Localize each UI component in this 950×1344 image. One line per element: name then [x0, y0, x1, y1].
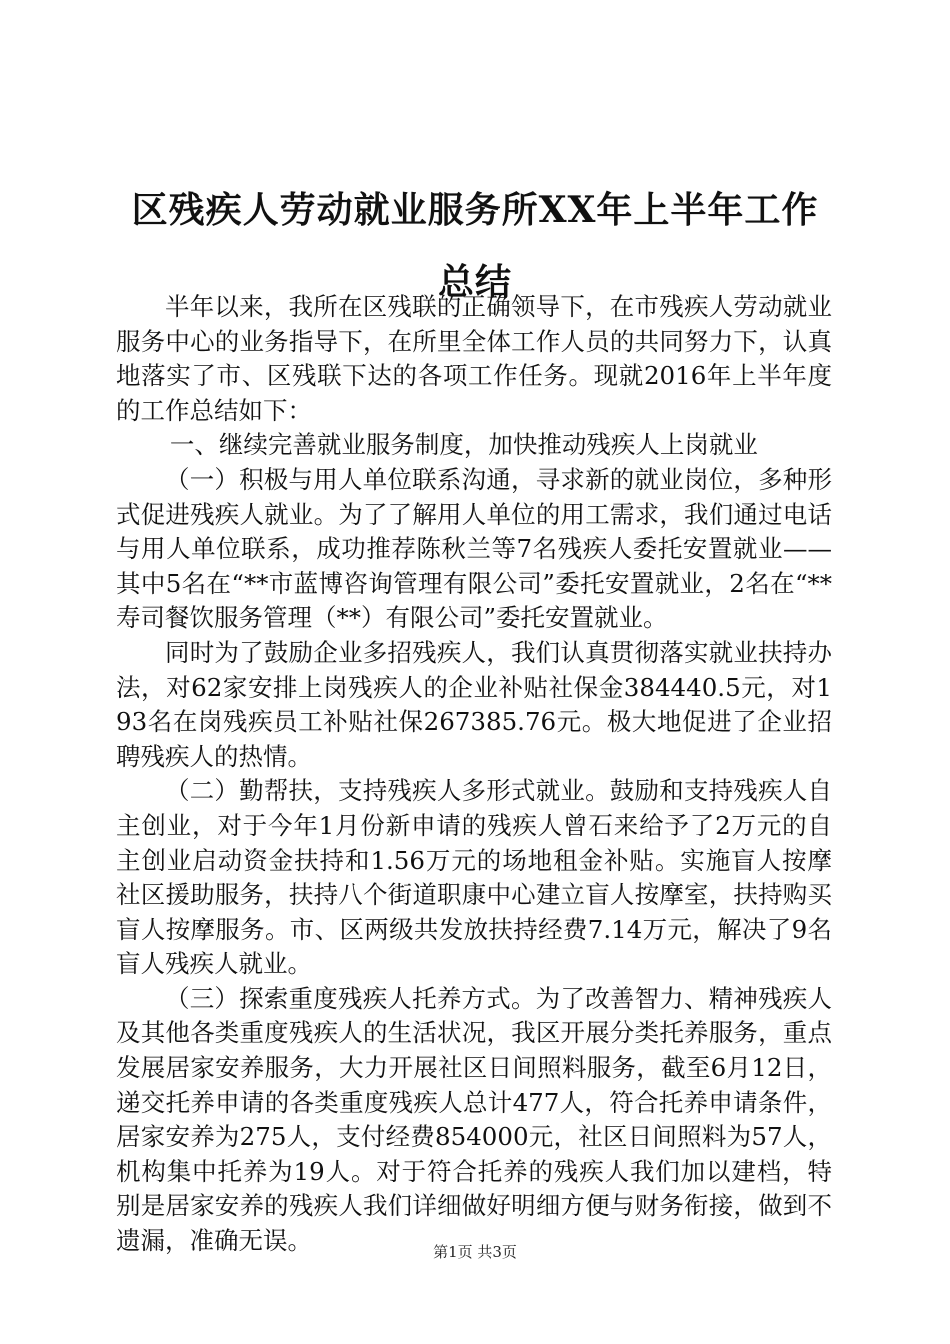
paragraph-2: 同时为了鼓励企业多招残疾人，我们认真贯彻落实就业扶持办法，对62家安排上岗残疾人的企业补贴社保金384440.5元，对193名在岗残疾员工补贴社保267385.76元。极大地促进了企业招聘残疾人的热情。	[116, 637, 832, 771]
paragraph-1: （一）积极与用人单位联系沟通，寻求新的就业岗位，多种形式促进残疾人就业。为了了解用人单位的用工需求，我们通过电话与用人单位联系，成功推荐陈秋兰等7名残疾人委托安置就业——其中5名在“**市蓝博咨询管理有限公司”委托安置就业，2名在“**寿司餐饮服务管理（**）有限公司”委托安置就业。	[116, 464, 832, 633]
paragraph-3: （二）勤帮扶，支持残疾人多形式就业。鼓励和支持残疾人自主创业，对于今年1月份新申请的残疾人曾石来给予了2万元的自主创业启动资金扶持和1.56万元的场地租金补贴。实施盲人按摩社区援助服务，扶持八个街道职康中心建立盲人按摩室，扶持购买盲人按摩服务。市、区两级共发放扶持经费7.14万元，解决了9名盲人残疾人就业。	[116, 776, 832, 979]
paragraph-intro: 半年以来，我所在区残联的正确领导下，在市残疾人劳动就业服务中心的业务指导下，在所里全体工作人员的共同努力下，认真地落实了市、区残联下达的各项工作任务。现就2016年上半年度的工作总结如下：	[116, 292, 832, 425]
document-body	[116, 290, 832, 1259]
paragraph-4: （三）探索重度残疾人托养方式。为了改善智力、精神残疾人及其他各类重度残疾人的生活状况，我区开展分类托养服务，重点发展居家安养服务，大力开展社区日间照料服务，截至6月12日，递交托养申请的各类重度残疾人总计477人，符合托养申请条件，居家安养为275人，支付经费854000元，社区日间照料为57人，机构集中托养为19人。对于符合托养的残疾人我们加以建档，特别是居家安养的残疾人我们详细做好明细方便与财务衔接，做到不遗漏，准确无误。	[116, 983, 832, 1256]
section-heading-1: 一、继续完善就业服务制度，加快推动残疾人上岗就业	[169, 430, 758, 460]
page-footer: 第1页 共3页	[433, 1243, 517, 1261]
document-title: 区残疾人劳动就业服务所XX年上半年工作总结	[131, 189, 819, 303]
